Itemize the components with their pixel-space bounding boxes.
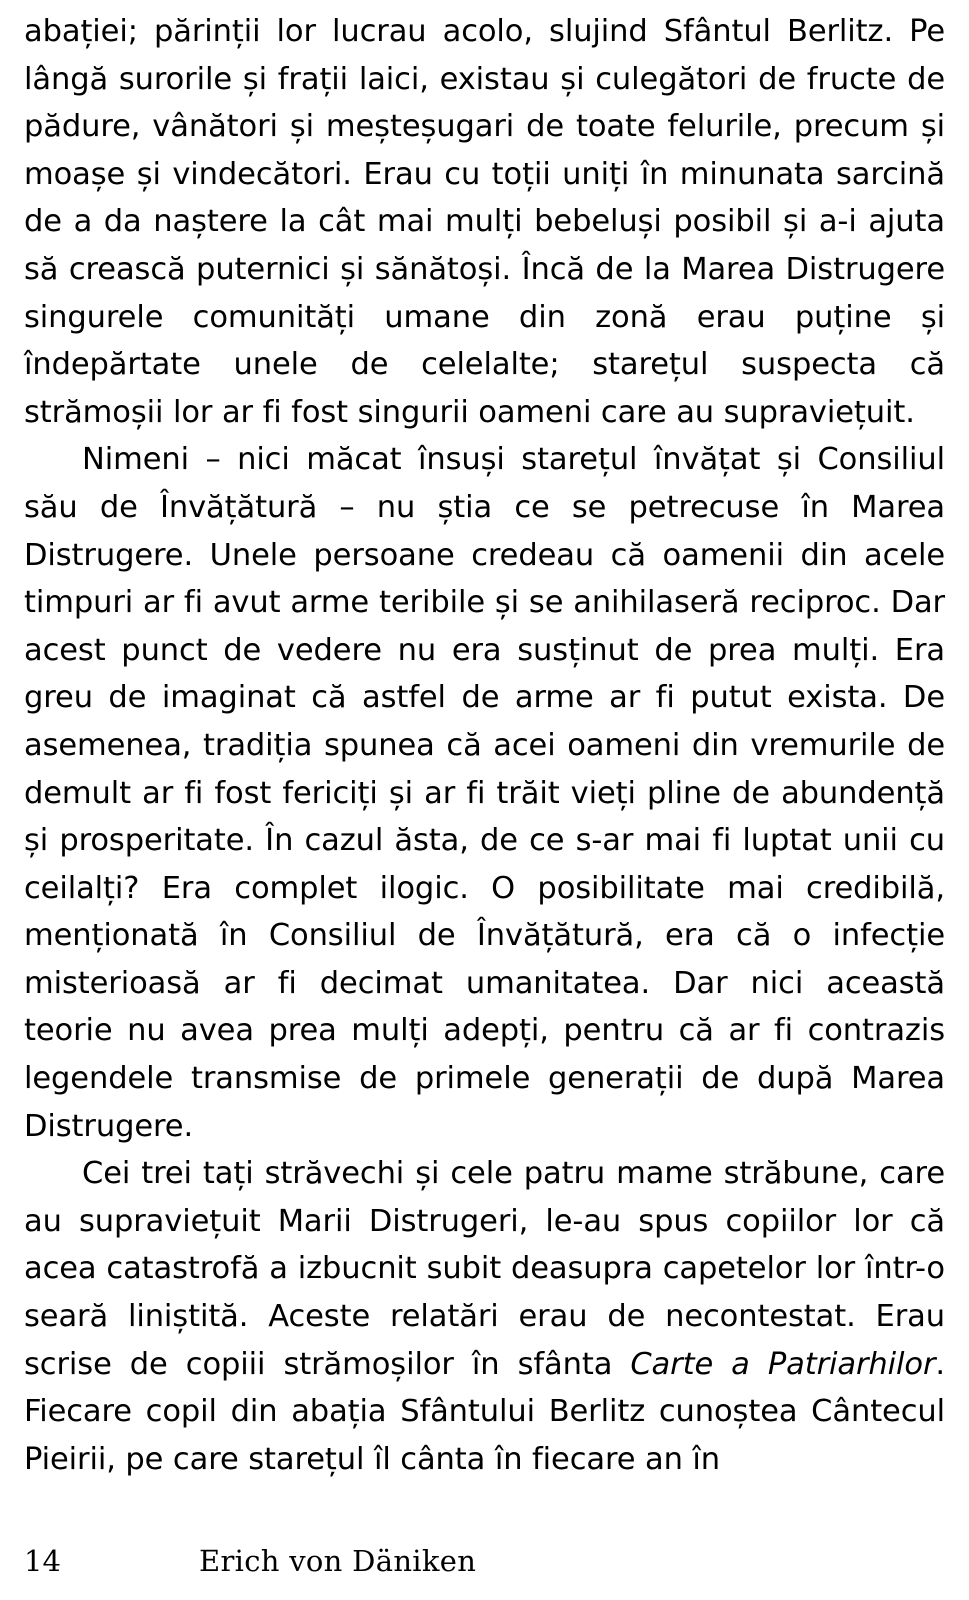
- page-number: 14: [24, 1544, 61, 1578]
- text-run: Cei trei tați străvechi și cele patru mame străbune, care au supraviețuit Marii Distrugeri, le-au spus copiilor lor că acea catastrofă a izbucnit subit deasupra capetelor lor într-o seară liniștită. Aceste relatări erau de necontestat. Erau scrise de copiii strămoșilor în sfânta: [24, 1156, 945, 1382]
- text-run: . Fiecare copil din abația Sfântului Berlitz cunoștea Cântecul Pieirii, pe care starețul îl cânta în fiecare an în: [24, 1346, 946, 1477]
- text-run: Nimeni – nici măcat însuși starețul învățat și Consiliul său de Învățătură – nu știa ce se petrecuse în Marea Distrugere. Unele persoane credeau că oamenii din acele timpuri ar fi avut arme teribile și se anihilaseră reciproc. Dar acest punct de vedere nu era susținut de prea mulți. Era greu de imaginat că astfel de arme ar fi putut exista. De asemenea, tradiția spunea că acei oameni din vremurile de demult ar fi fost fericiți și ar fi trăit vieți pline de abundență și prosperitate. În cazul ăsta, de ce s-ar mai fi luptat unii cu ceilalți? Era complet ilogic. O posibilitate mai credibilă, menționată în Consiliul de Învățătură, era că o infecție misterioasă ar fi decimat umanitatea. Dar nici această teorie nu avea prea mulți adepți, pentru că ar fi contrazis legendele transmise de primele generații de după Marea Distrugere.: [24, 442, 945, 1144]
- paragraph: [24, 1150, 945, 1483]
- page-footer: [24, 1544, 945, 1578]
- page-body: [24, 8, 945, 1483]
- italic-title: Carte a Patriarhilor: [630, 1346, 936, 1382]
- paragraph: [24, 436, 945, 1150]
- running-head: Erich von Däniken: [199, 1544, 477, 1578]
- paragraph: [24, 8, 945, 436]
- text-run: abației; părinții lor lucrau acolo, slujind Sfântul Berlitz. Pe lângă surorile și frații laici, existau și culegători de fructe de pădure, vânători și meșteșugari de toate felurile, precum și moașe și vindecători. Erau cu toții uniți în minunata sarcină de a da naștere la cât mai mulți bebeluși posibil și a-i ajuta să crească puternici și sănătoși. Încă de la Marea Distrugere singurele comunități umane din zonă erau puține și îndepărtate unele de celelalte; starețul suspecta că strămoșii lor ar fi fost singurii oameni care au supraviețuit.: [24, 14, 945, 430]
